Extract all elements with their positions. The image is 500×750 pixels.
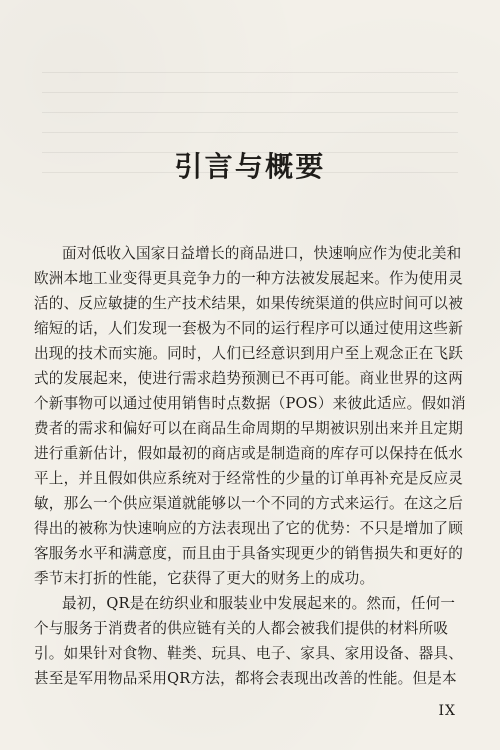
text-line: 最初，QR是在纺织业和服装业中发展起来的。然而，任何一 — [62, 595, 456, 612]
text-line: 欧洲本地工业变得更具竞争力的一种方法被发展起来。作为使用灵 — [34, 270, 464, 287]
text-line: 客服务水平和满意度，而且由于具备实现更少的销售损失和更好的 — [34, 545, 464, 562]
text-line: 敏，那么一个供应渠道就能够以一个不同的方式来运行。在这之后 — [34, 495, 464, 512]
text-line: 个与服务于消费者的供应链有关的人都会被我们提供的材料所吸 — [34, 620, 449, 637]
text-line: 得出的被称为快速响应的方法表现出了它的优势：不只是增加了顾 — [34, 520, 464, 537]
body-text — [34, 240, 468, 690]
text-line: 缩短的话，人们发现一套极为不同的运行程序可以通过使用这些新 — [34, 320, 464, 337]
page-title: 引言与概要 — [174, 150, 326, 183]
text-line: 费者的需求和偏好可以在商品生命周期的早期被识别出来并且定期 — [34, 420, 464, 437]
text-line: 引。如果针对食物、鞋类、玩具、电子、家具、家用设备、器具、 — [34, 645, 464, 662]
text-line: 进行重新估计，假如最初的商店或是制造商的库存可以保持在低水 — [34, 445, 464, 462]
text-line: 活的、反应敏捷的生产技术结果，如果传统渠道的供应时间可以被 — [34, 295, 464, 312]
text-line: 式的发展起来，使进行需求趋势预测已不再可能。商业世界的这两 — [34, 370, 464, 387]
page-number: IX — [438, 703, 456, 719]
text-line: 面对低收入国家日益增长的商品进口，快速响应作为使北美和 — [62, 245, 462, 262]
text-line: 平上，并且假如供应系统对于经常性的少量的订单再补充是反应灵 — [34, 470, 464, 487]
text-line: 个新事物可以通过使用销售时点数据（POS）来彼此适应。假如消 — [34, 395, 466, 412]
text-line: 甚至是军用物品采用QR方法，都将会表现出改善的性能。但是本 — [34, 670, 457, 687]
text-line: 季节末打折的性能，它获得了更大的财务上的成功。 — [34, 570, 375, 587]
text-line: 出现的技术而实施。同时，人们已经意识到用户至上观念正在飞跃 — [34, 345, 464, 362]
